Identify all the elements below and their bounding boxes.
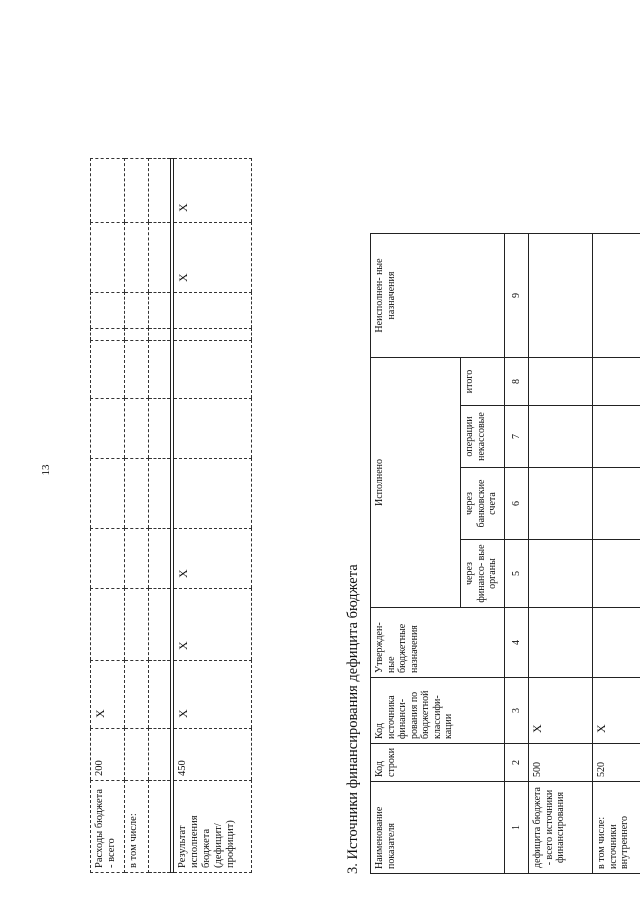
cell [174,399,252,459]
row-name: Результат исполнения бюджета (дефицит/ профицит) [174,781,252,873]
row-code [125,729,149,781]
table-header-row [371,233,461,873]
cell [149,341,171,399]
cell [149,661,171,729]
cell [125,293,149,329]
row-code: 200 [91,729,125,781]
col-number: 4 [505,608,529,678]
column-numbers-row [505,233,529,873]
cell [125,661,149,729]
cell [125,529,149,589]
cell [125,589,149,661]
section-title: 3. Источники финансирования дефицита бюджета [345,564,361,874]
header-total: итого [461,357,505,405]
table-row [529,233,593,873]
row-name: дефицита бюджета - всего источники финансирования [529,782,593,874]
row-code: 500 [529,744,593,782]
cell-x: X [91,661,125,729]
cell [529,406,593,468]
row-code: 520 [593,744,640,782]
cell [125,223,149,293]
col-number: 9 [505,233,529,357]
cell [174,341,252,399]
cell [529,357,593,405]
header-via-bank: через банковские счета [461,468,505,540]
table-row [91,159,125,873]
cell [593,468,640,540]
cell [149,159,171,223]
budget-expenses-table-wrapper [90,159,282,873]
deficit-sources-table [370,233,640,874]
cell [174,459,252,529]
cell-x: X [174,223,252,293]
cell [174,293,252,329]
cell [593,608,640,678]
header-executed: Исполнено [371,357,461,607]
cell [125,159,149,223]
cell [91,459,125,529]
row-name: в том числе: [125,781,149,873]
table-row [593,233,640,873]
header-source-code: Код источника финанси- рования по бюджетной классифи- кации [371,678,505,744]
cell [91,399,125,459]
deficit-sources-section [344,234,630,874]
col-number: 8 [505,357,529,405]
row-name: Расходы бюджета - всего [91,781,125,873]
cell [149,529,171,589]
cell [91,223,125,293]
cell [125,329,149,341]
cell-x: X [174,661,252,729]
cell [529,233,593,357]
cell-x: X [174,159,252,223]
table-row [174,159,252,873]
page-number: 13 [40,464,52,476]
cell [91,293,125,329]
cell [149,399,171,459]
table-row [125,159,149,873]
row-code: 450 [174,729,252,781]
header-approved: Утвержден- ные бюджетные назначения [371,608,505,678]
col-number: 7 [505,406,529,468]
cell [174,329,252,341]
cell [91,341,125,399]
cell [125,341,149,399]
cell [593,540,640,608]
cell [91,329,125,341]
cell [593,357,640,405]
cell [149,223,171,293]
cell [529,540,593,608]
header-unexecuted: Неисполнен- ные назначения [371,233,505,357]
cell [149,589,171,661]
col-number: 5 [505,540,529,608]
header-via-fin: через финансо- вые органы [461,540,505,608]
cell [149,459,171,529]
col-number: 3 [505,678,529,744]
col-number: 2 [505,744,529,782]
table-row [149,159,171,873]
cell-x: X [529,678,593,744]
header-name: Наименование показателя [371,782,505,874]
cell-x: X [174,529,252,589]
cell [529,608,593,678]
budget-expenses-table [90,158,252,873]
cell [125,399,149,459]
col-number: 6 [505,468,529,540]
cell-x: X [593,678,640,744]
row-name: в том числе: источники внутреннего [593,782,640,874]
cell [91,159,125,223]
cell-x: X [174,589,252,661]
cell [91,529,125,589]
cell [593,233,640,357]
header-line-code: Код строки [371,744,505,782]
cell [529,468,593,540]
col-number: 1 [505,782,529,874]
row-code [149,729,171,781]
row-name [149,781,171,873]
cell [91,589,125,661]
cell [149,329,171,341]
cell [149,293,171,329]
header-non-cash: операции некассовые [461,406,505,468]
cell [125,459,149,529]
cell [593,406,640,468]
